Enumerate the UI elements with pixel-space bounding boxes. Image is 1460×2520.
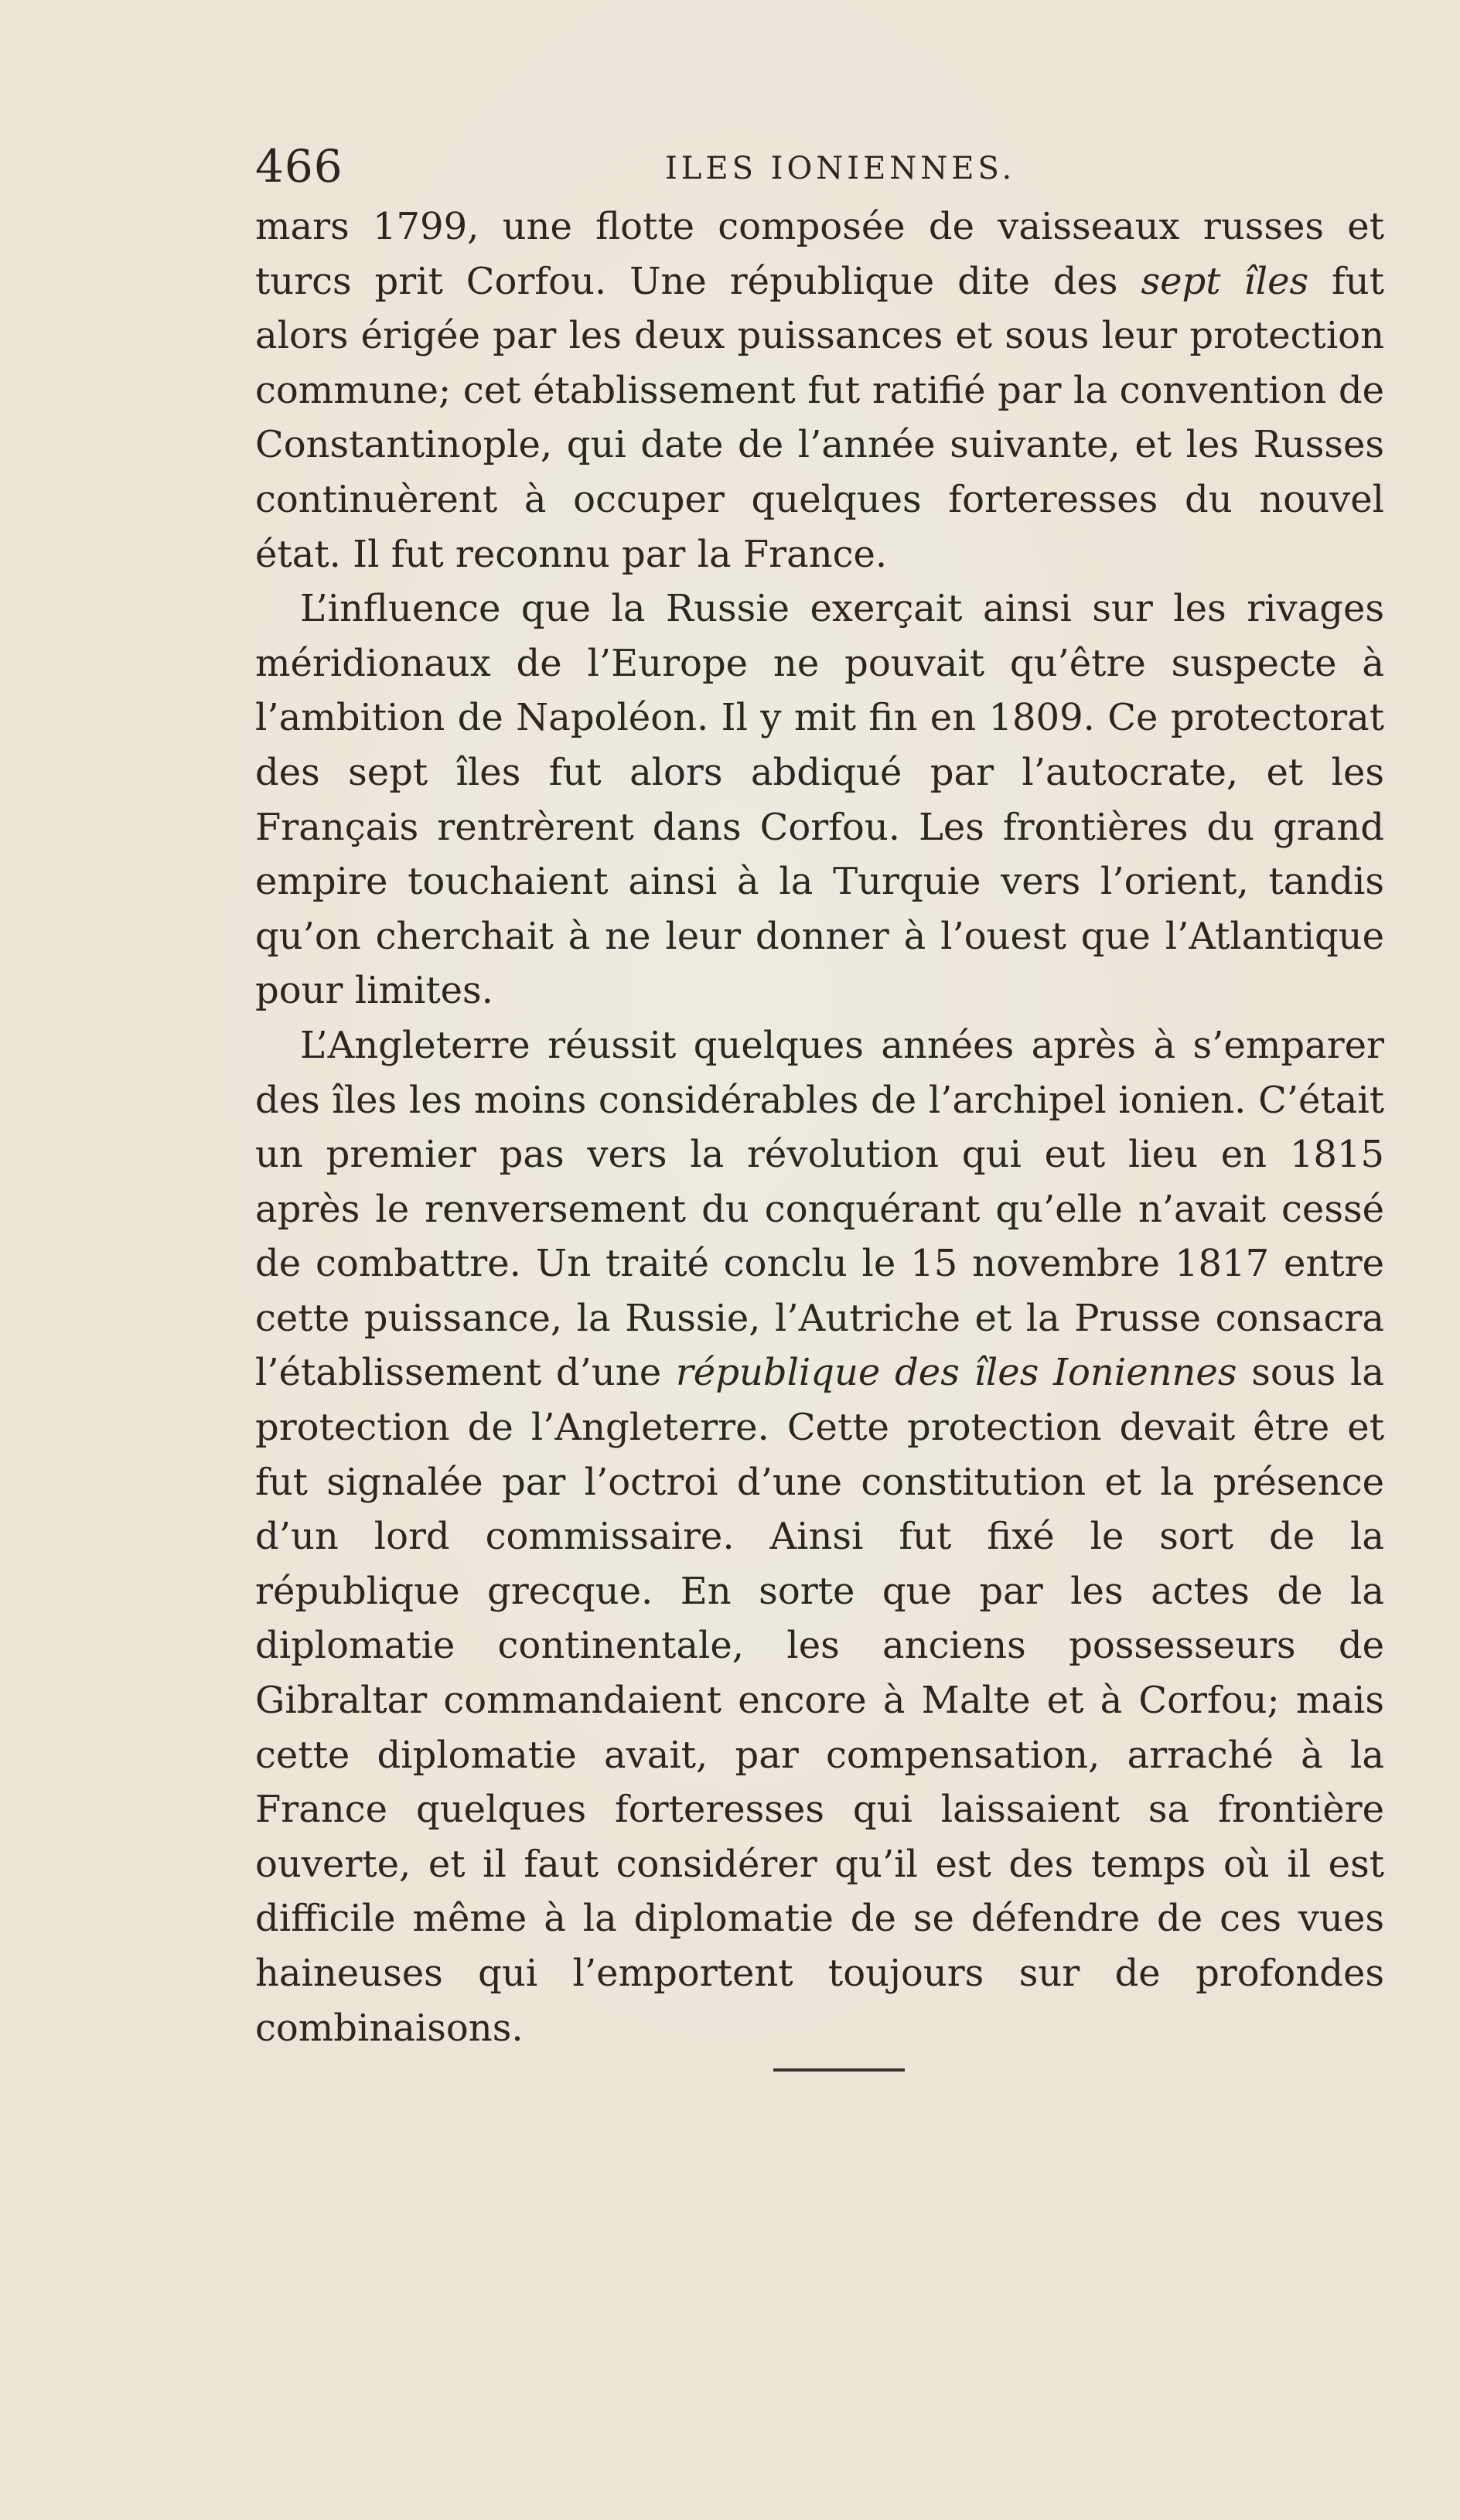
running-title: ILES IONIENNES.	[665, 151, 1016, 186]
text-run: mars 1799, une flotte composée de vaisseaux russes et turcs prit Corfou. Une république dite des	[255, 205, 1384, 303]
italic-phrase: sept îles	[1141, 259, 1309, 303]
body-text	[255, 199, 1384, 2055]
running-head	[255, 139, 1392, 193]
text-run: sous la protection de l’Angleterre. Cette protection devait être et fut signalée par l’octroi d’une constitution et la présence d’un lord commissaire. Ainsi fut fixé le sort de la république grecque. En sorte que par les actes de la diplomatie continentale, les anciens possesseurs de Gibraltar commandaient encore à Malte et à Corfou; mais cette diplomatie avait, par compensation, arraché à la France quelques forteresses qui laissaient sa frontière ouverte, et il faut considérer qu’il est des temps où il est difficile même à la diplomatie de se défendre de ces vues haineuses qui l’emportent toujours sur de profondes combinaisons.	[255, 1351, 1384, 2050]
text-run: fut alors érigée par les deux puissances et sous leur protection commune; cet établissement fut ratifié par la convention de Constantinople, qui date de l’année suivante, et les Russes continuèrent à occuper quelques forteresses du nouvel état. Il fut reconnu par la France.	[255, 259, 1385, 576]
page-number: 466	[255, 140, 343, 193]
end-rule	[773, 2068, 905, 2072]
text-run: L’influence que la Russie exerçait ainsi sur les rivages méridionaux de l’Europe ne pouvait qu’être suspecte à l’ambition de Napoléon. Il y mit fin en 1809. Ce protectorat des sept îles fut alors abdiqué par l’autocrate, et les Français rentrèrent dans Corfou. Les frontières du grand empire touchaient ainsi à la Turquie vers l’orient, tandis qu’on cherchait à ne leur donner à l’ouest que l’Atlantique pour limites.	[255, 587, 1384, 1013]
paragraph-2	[255, 581, 1384, 1018]
italic-phrase: république des îles Ioniennes	[675, 1351, 1237, 1395]
paragraph-3	[255, 1018, 1384, 2055]
text-run: L’Angleterre réussit quelques années après à s’emparer des îles les moins considérables de l’archipel ionien. C’était un premier pas vers la révolution qui eut lieu en 1815 après le renversement du conquérant qu’elle n’avait cessé de combattre. Un traité conclu le 15 novembre 1817 entre cette puissance, la Russie, l’Autriche et la Prusse consacra l’établissement d’une	[255, 1023, 1384, 1395]
paragraph-1	[255, 199, 1384, 581]
